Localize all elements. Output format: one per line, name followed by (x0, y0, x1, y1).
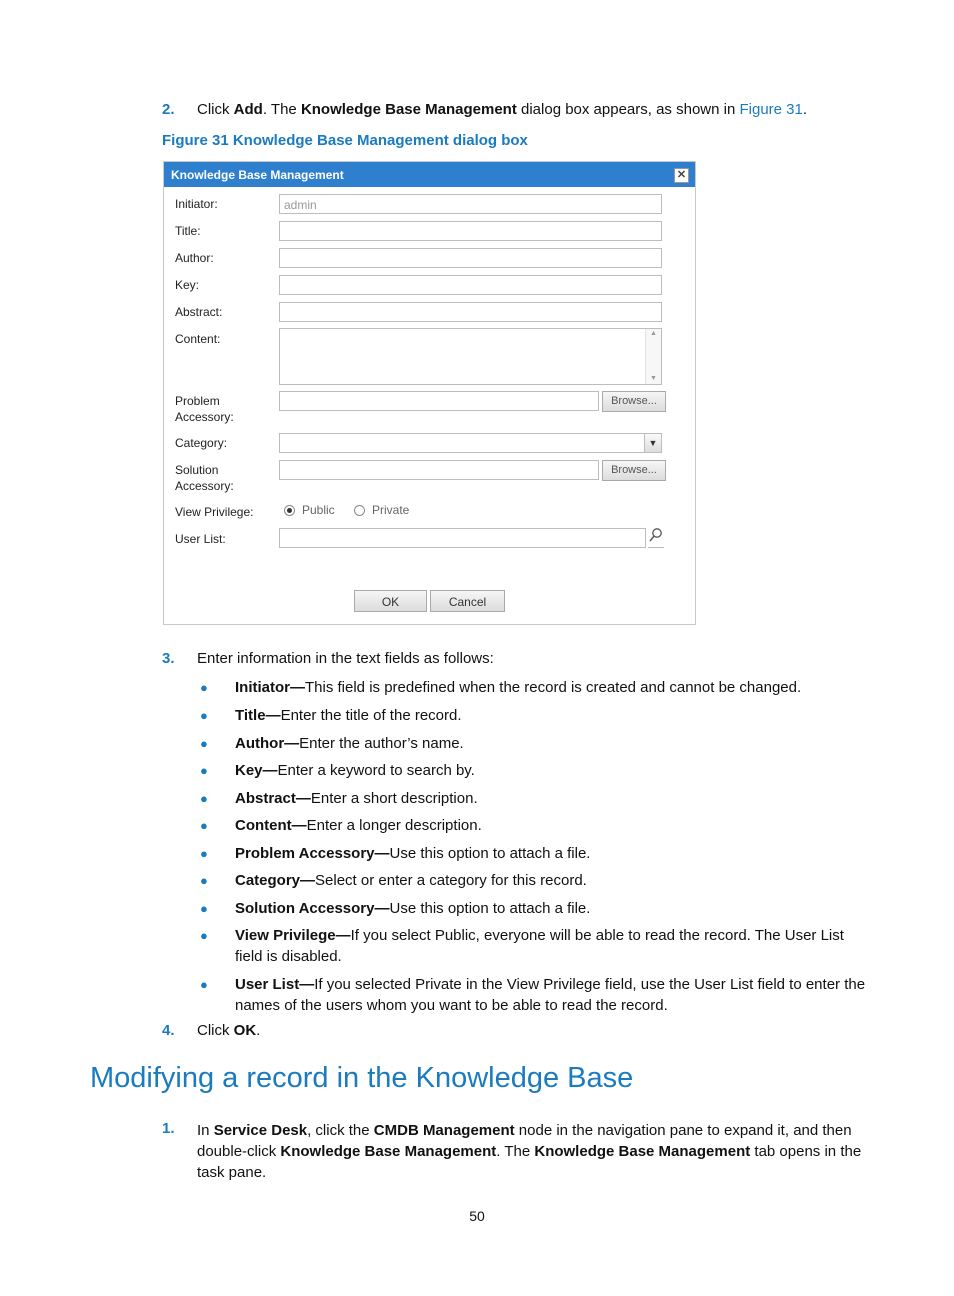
list-item: Key—Enter a keyword to search by. (235, 762, 475, 779)
ok-button[interactable]: OK (354, 590, 427, 612)
public-option[interactable]: Public (284, 503, 335, 517)
key-label: Key: (175, 278, 200, 292)
page-number: 50 (469, 1208, 485, 1224)
step-3-number: 3. (162, 650, 175, 667)
section-heading: Modifying a record in the Knowledge Base (90, 1062, 634, 1094)
bullet-icon: ● (200, 763, 208, 778)
list-item: Author—Enter the author’s name. (235, 735, 464, 752)
bullet-icon: ● (200, 791, 208, 806)
content-textarea[interactable] (279, 328, 662, 385)
bullet-icon: ● (200, 708, 208, 723)
figure-31-link[interactable]: Figure 31 (739, 101, 803, 118)
abstract-label: Abstract: (175, 305, 223, 319)
problem-accessory-label: Problem Accessory: (175, 394, 234, 424)
radio-unselected-icon[interactable] (354, 505, 365, 516)
list-item: User List—If you selected Private in the View Privilege field, use the User List field to enter the names of the users whom you want to be able to read the record. (235, 976, 866, 1014)
solution-accessory-label: Solution Accessory: (175, 463, 234, 493)
content-label: Content: (175, 332, 221, 346)
view-privilege-label: View Privilege: (175, 505, 254, 519)
title-input[interactable] (279, 221, 662, 241)
scroll-down-icon[interactable]: ▼ (650, 375, 657, 382)
author-input[interactable] (279, 248, 662, 268)
step-2-text: Click Add. The Knowledge Base Management dialog box appears, as shown in Figure 31. (197, 101, 808, 118)
search-icon[interactable] (648, 527, 664, 548)
solution-browse-button[interactable]: Browse... (602, 460, 666, 481)
solution-accessory-input[interactable] (279, 460, 599, 480)
initiator-input[interactable]: admin (279, 194, 662, 214)
step-1-text: In Service Desk, click the CMDB Management node in the navigation pane to expand it, and then double-click Knowledge Base Management. The Knowledge Base Management tab opens in the task pane. (197, 1122, 862, 1181)
user-list-label: User List: (175, 532, 226, 546)
list-item: Problem Accessory—Use this option to attach a file. (235, 845, 591, 862)
key-input[interactable] (279, 275, 662, 295)
list-item: View Privilege—If you select Public, everyone will be able to read the record. The User List field is disabled. (235, 927, 844, 965)
initiator-label: Initiator: (175, 197, 218, 211)
bullet-icon: ● (200, 977, 208, 992)
knowledge-base-dialog (163, 161, 696, 625)
content-scrollbar[interactable] (645, 329, 661, 384)
dialog-title-bar (164, 162, 695, 187)
scroll-up-icon[interactable]: ▲ (650, 330, 657, 337)
bullet-icon: ● (200, 873, 208, 888)
category-select[interactable] (279, 433, 662, 453)
bullet-icon: ● (200, 736, 208, 751)
author-label: Author: (175, 251, 214, 265)
title-label: Title: (175, 224, 201, 238)
step-2-number: 2. (162, 101, 175, 118)
radio-selected-icon[interactable] (284, 505, 295, 516)
problem-accessory-input[interactable] (279, 391, 599, 411)
list-item: Abstract—Enter a short description. (235, 790, 478, 807)
list-item: Initiator—This field is predefined when the record is created and cannot be changed. (235, 679, 802, 696)
private-option[interactable]: Private (354, 503, 409, 517)
user-list-input[interactable] (279, 528, 646, 548)
abstract-input[interactable] (279, 302, 662, 322)
figure-caption: Figure 31 Knowledge Base Management dialog box (162, 132, 528, 149)
list-item: Solution Accessory—Use this option to attach a file. (235, 900, 591, 917)
cancel-button[interactable]: Cancel (430, 590, 505, 612)
dialog-title: Knowledge Base Management (171, 168, 344, 182)
step-4-number: 4. (162, 1022, 175, 1039)
step-4-text: Click OK. (197, 1022, 261, 1039)
bullet-icon: ● (200, 901, 208, 916)
close-icon[interactable]: ✕ (674, 168, 689, 183)
chevron-down-icon[interactable]: ▼ (644, 434, 661, 452)
bullet-icon: ● (200, 680, 208, 695)
bullet-icon: ● (200, 846, 208, 861)
step-3-text: Enter information in the text fields as follows: (197, 650, 494, 667)
list-item: Title—Enter the title of the record. (235, 707, 462, 724)
bullet-icon: ● (200, 928, 208, 943)
bullet-icon: ● (200, 818, 208, 833)
problem-browse-button[interactable]: Browse... (602, 391, 666, 412)
step-1-number: 1. (162, 1120, 175, 1137)
list-item: Content—Enter a longer description. (235, 817, 482, 834)
list-item: Category—Select or enter a category for this record. (235, 872, 587, 889)
category-label: Category: (175, 436, 228, 450)
